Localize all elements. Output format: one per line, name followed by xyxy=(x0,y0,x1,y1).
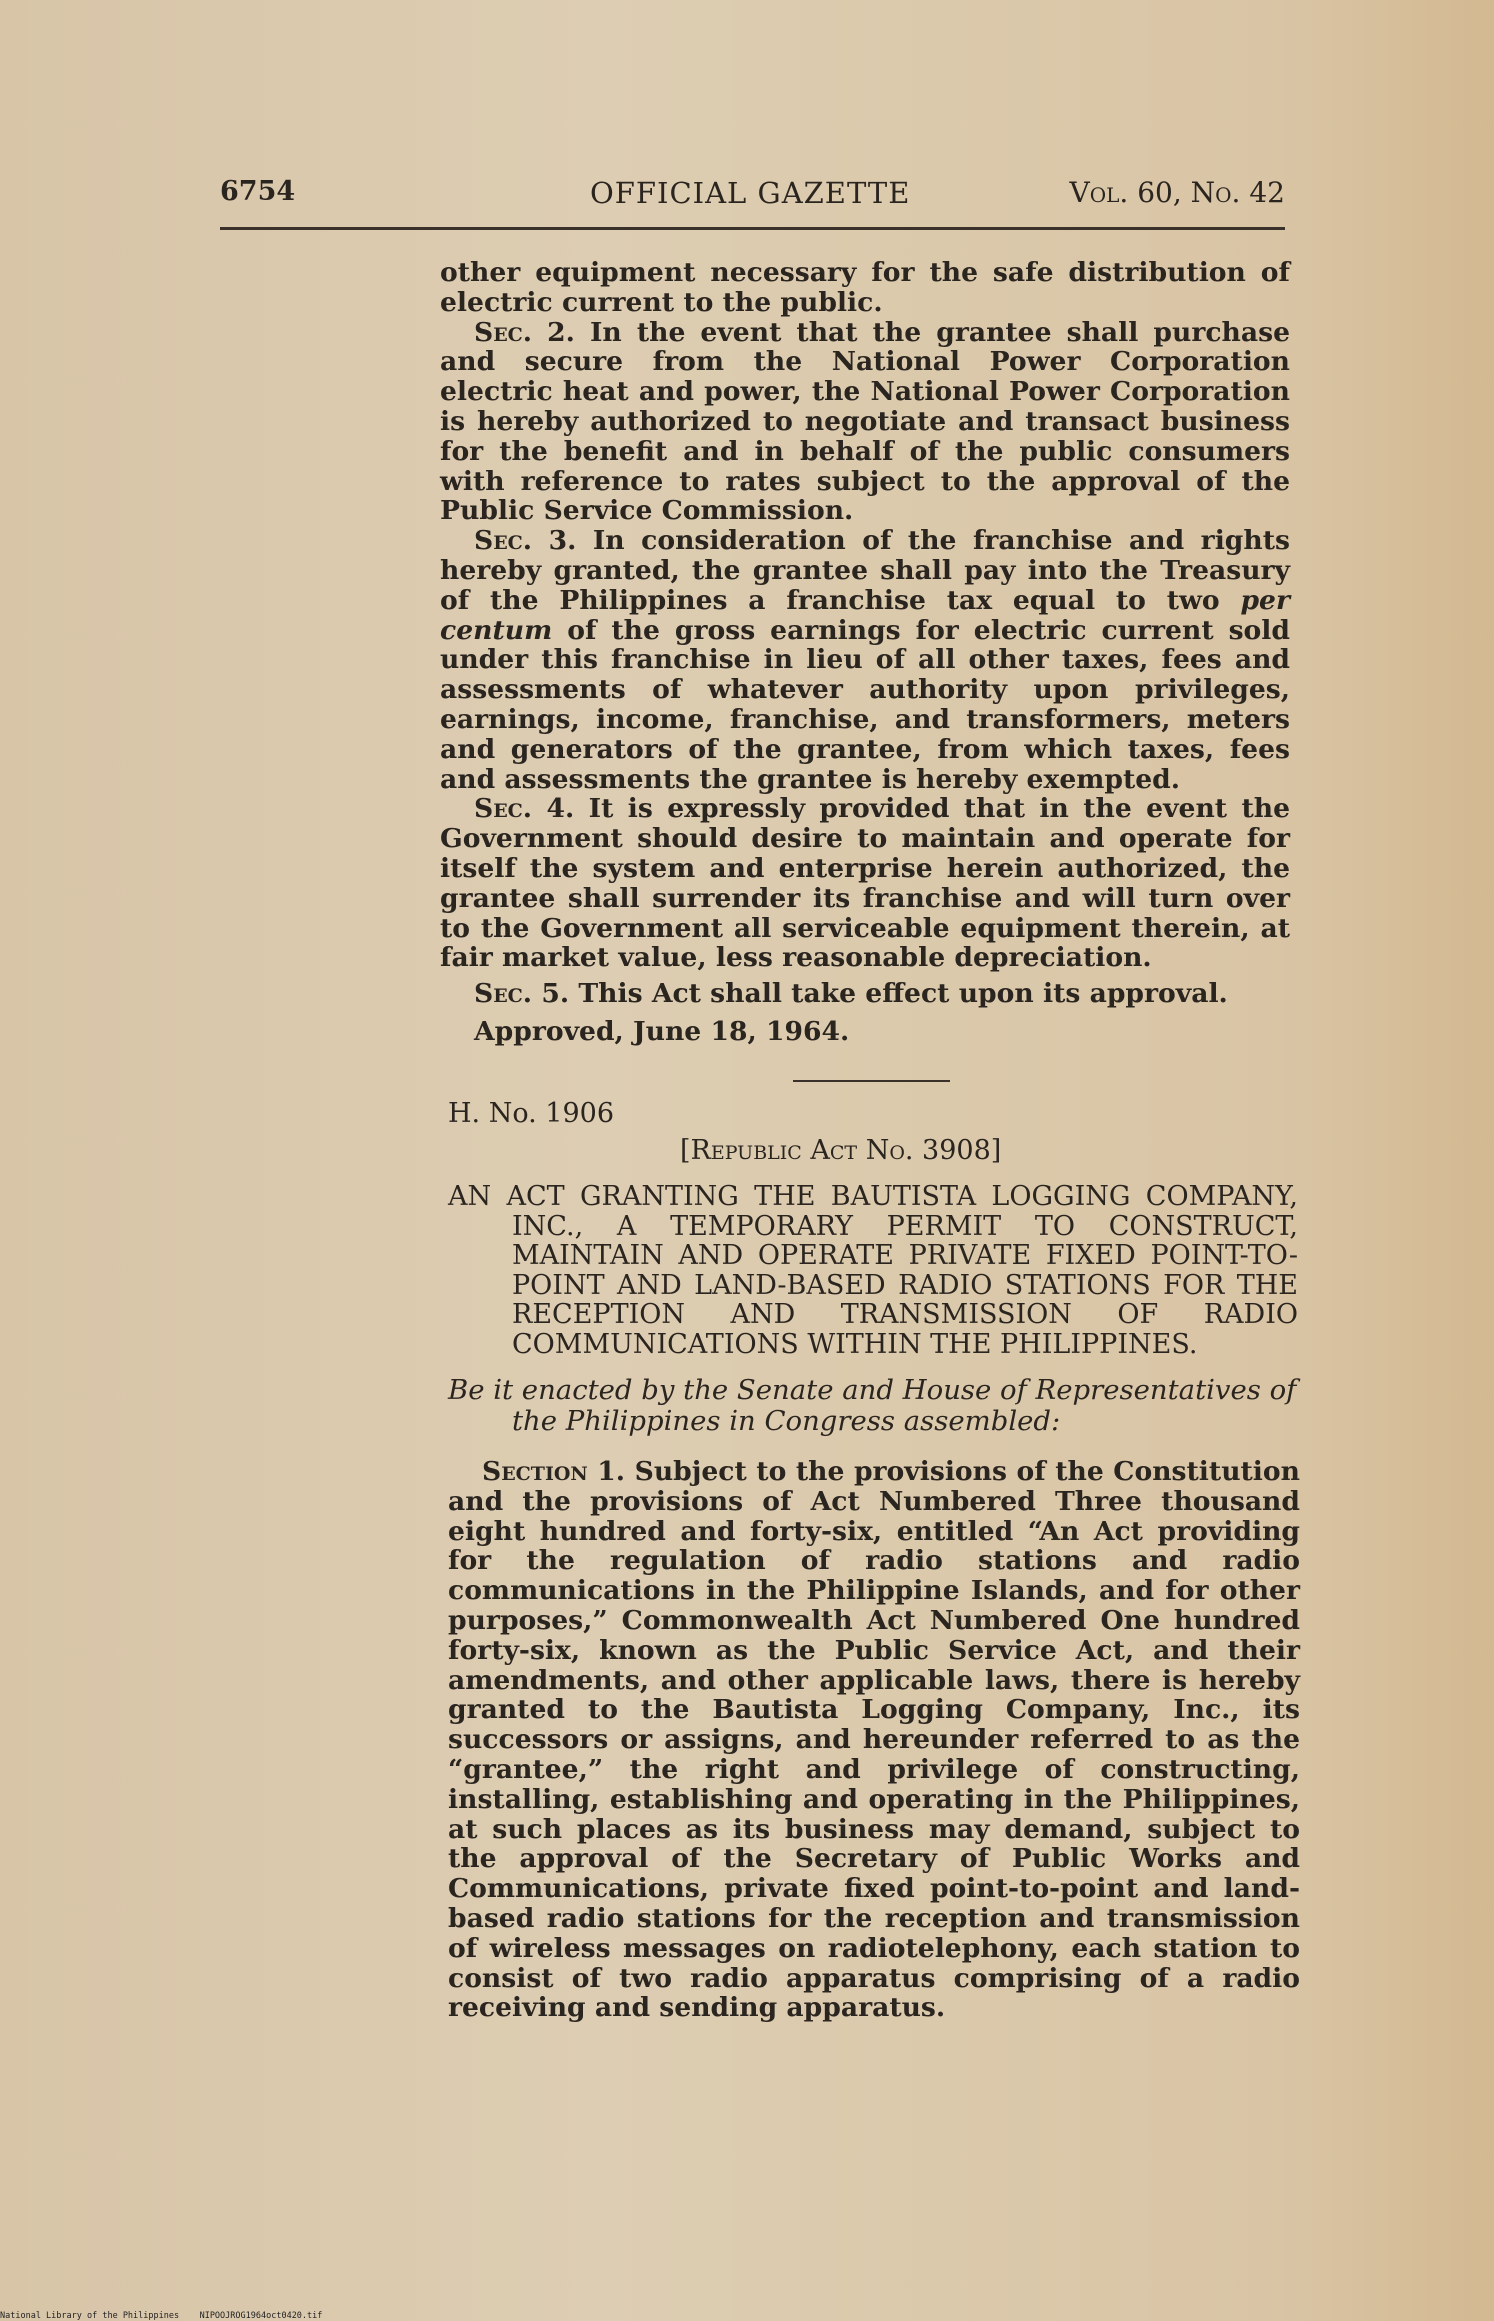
section-text: It is expressly provided that in the event the Government should desire to maintain and operate for itself the system and enterprise herein authorized, the grantee shall surrender its franchise and will turn over to the Government all serviceable equipment therein, at fair market value, less reasonable depreciation. xyxy=(440,793,1290,974)
section-label: Sec. 4. xyxy=(474,793,575,825)
section-text: In the event that the grantee shall purchase and secure from the National Power Corporation electric heat and power, the National Power Corporation is hereby authorized to negotiate and transact business for the benefit and in behalf of the public consumers with reference to rates subject to the approval of the Public Service Commission. xyxy=(440,316,1290,527)
section-1 xyxy=(448,1457,1300,2023)
act-title: AN ACT GRANTING THE BAUTISTA LOGGING COMPANY, INC., A TEMPORARY PERMIT TO CONSTRUCT, MAINTAIN AND OPERATE PRIVATE FIXED POINT-TO-POINT AND LAND-BASED RADIO STATIONS FOR THE RECEPTION AND TRANSMISSION OF RADIO COMMUNICATIONS WITHIN THE PHILIPPINES. xyxy=(448,1181,1298,1360)
page-header xyxy=(220,176,1285,216)
approval-date: Approved, June 18, 1964. xyxy=(474,1015,850,1047)
section-3 xyxy=(440,526,1290,794)
section-text: In consideration of the franchise and rights hereby granted, the grantee shall pay into the Treasury of the Philippines a franchise tax equal to two xyxy=(440,525,1290,616)
section-label: Sec. 5. xyxy=(474,978,570,1010)
section-divider xyxy=(793,1080,950,1082)
enacting-clause: Be it enacted by the Senate and House of Representatives of the Philippines in Congress assembled: xyxy=(448,1374,1297,1437)
section-4 xyxy=(440,794,1290,973)
section-5 xyxy=(440,979,1290,1009)
publication-title: OFFICIAL GAZETTE xyxy=(590,176,911,210)
page-number: 6754 xyxy=(220,176,296,207)
section-label: Sec. 2. xyxy=(474,316,575,348)
header-rule xyxy=(220,227,1285,230)
republic-act-number: [Republic Act No. 3908] xyxy=(680,1135,1002,1166)
section-text: of the gross earnings for electric current sold under this franchise in lieu of all other taxes, fees and assessments of whatever authority upon privileges, earnings, income, franchise, and transformers, meters and generators of the grantee, from which taxes, fees and assessments the grantee is hereby exempted. xyxy=(440,614,1290,795)
section-text: Subject to the provisions of the Constitution and the provisions of Act Numbered Three thousand eight hundred and forty-six, entitled “An Act providing for the regulation of radio stations and radio communications in the Philippine Islands, and for other purposes,” Commonwealth Act Numbered One hundred forty-six, known as the Public Service Act, and their amendments, and other applicable laws, there is hereby granted to the Bautista Logging Company, Inc., its successors or assigns, and hereunder referred to as the “grantee,” the right and privilege of constructing, installing, establishing and operating in the Philippines, at such places as its business may demand, subject to the approval of the Secretary of Public Works and Communications, private fixed point-to-point and land-based radio stations for the reception and transmission of wireless messages on radiotelephony, each station to consist of two radio apparatus comprising of a radio receiving and sending apparatus. xyxy=(448,1456,1300,2024)
section-text: This Act shall take effect upon its approval. xyxy=(578,978,1228,1010)
section-label: Sec. 3. xyxy=(474,525,577,557)
section-2 xyxy=(440,318,1290,527)
continuation-paragraph: other equipment necessary for the safe distribution of electric current to the public. xyxy=(440,257,1290,318)
section-label: Section 1. xyxy=(482,1456,626,1487)
italic-phrase: per centum xyxy=(440,584,1290,646)
bill-block xyxy=(448,1098,1298,2023)
volume-issue: Vol. 60, No. 42 xyxy=(1069,176,1285,209)
house-bill-number: H. No. 1906 xyxy=(448,1098,614,1129)
prev-act-sections xyxy=(440,258,1290,1047)
archive-footer: National Library of the Philippines NIPOOJROG1964oct0420.tif xyxy=(0,2311,323,2321)
